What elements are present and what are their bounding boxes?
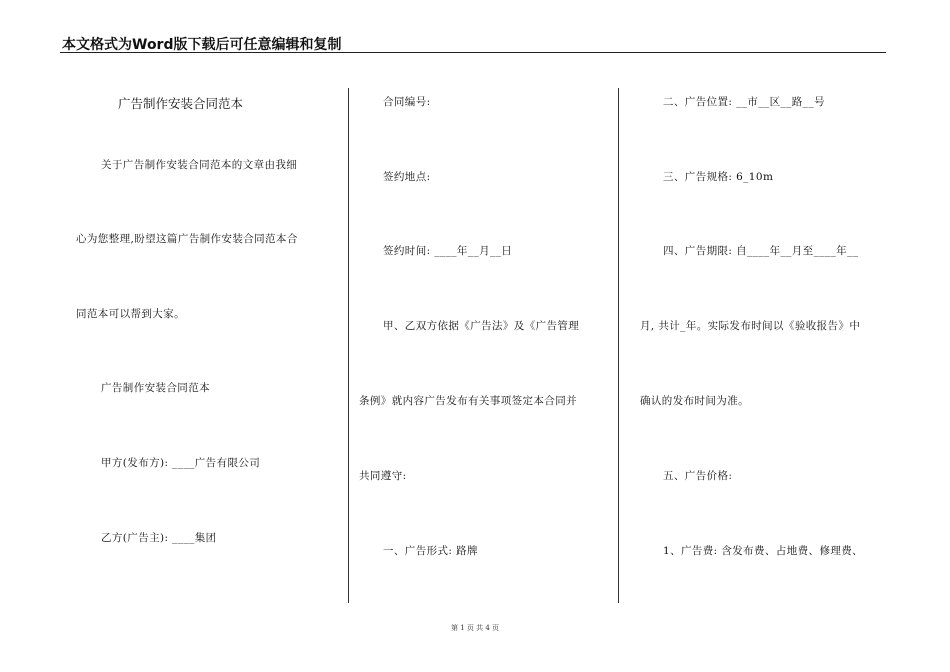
column2-line-3: 签约时间: ____年__月__日 (383, 245, 513, 257)
page-indicator: 第 1 页 共 4 页 (450, 624, 500, 632)
column3-line-5: 确认的发布时间为准。 (640, 395, 749, 407)
column3-line-3: 四、广告期限: 自____年__月至____年__ (663, 245, 859, 257)
column3-line-7: 1、广告费: 含发布费、占地费、修理费、 (663, 545, 864, 557)
column1-line-2: 心为您整理,盼望这篇广告制作安装合同范本合 (76, 233, 298, 245)
column3-line-6: 五、广告价格: (663, 470, 733, 482)
document-title: 广告制作安装合同范本 (118, 96, 244, 111)
column2-line-5: 条例》就内容广告发布有关事项签定本合同并 (359, 395, 577, 407)
column1-line-5: 甲方(发布方): ____广告有限公司 (101, 457, 261, 469)
column3-line-2: 三、广告规格: 6_10m (663, 171, 774, 183)
column1-line-6: 乙方(广告主): ____集团 (101, 532, 217, 544)
column-divider-1 (348, 88, 349, 603)
column1-line-1: 关于广告制作安装合同范本的文章由我细 (101, 159, 298, 171)
column3-line-1: 二、广告位置: __市__区__路__号 (663, 96, 825, 108)
column2-line-4: 甲、乙双方依据《广告法》及《广告管理 (383, 320, 580, 332)
column1-line-4: 广告制作安装合同范本 (101, 382, 210, 394)
column-divider-2 (618, 88, 619, 603)
column2-line-7: 一、广告形式: 路牌 (383, 545, 478, 557)
column2-line-1: 合同编号: (383, 96, 431, 108)
column1-line-3: 同范本可以帮到大家。 (76, 308, 185, 320)
column2-line-6: 共同遵守: (359, 470, 407, 482)
header-rule (60, 52, 886, 53)
column2-line-2: 签约地点: (383, 171, 431, 183)
header-title: 本文格式为Word版下载后可任意编辑和复制 (62, 37, 342, 53)
column3-line-4: 月, 共计_年。实际发布时间以《验收报告》中 (640, 320, 861, 332)
